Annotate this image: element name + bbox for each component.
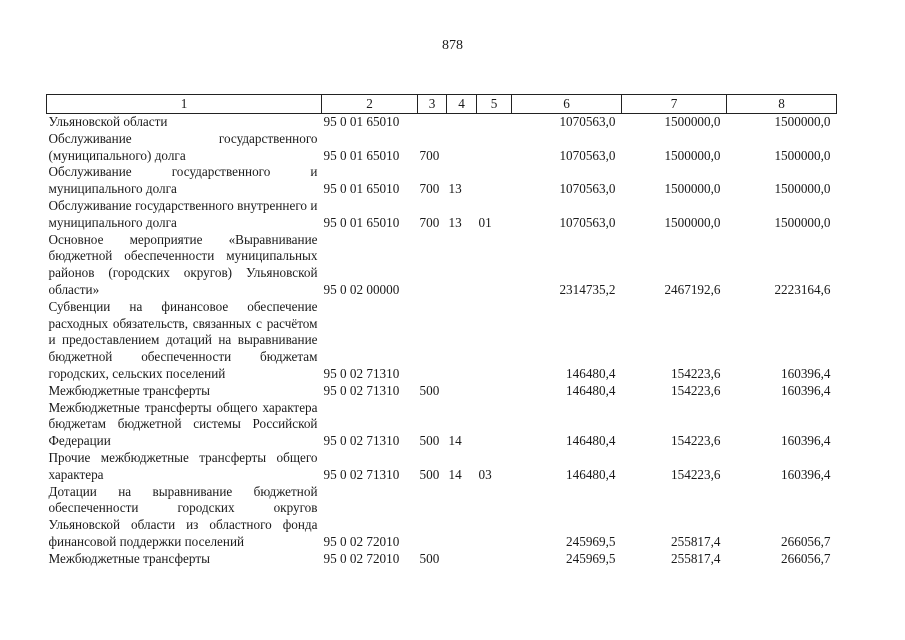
row-section: 13 [448, 214, 462, 230]
row-name: Основное мероприятие «Выравнивание бюджетной обеспеченности муниципальных районов (городских округов) Ульяновской области» [48, 231, 318, 297]
row-value-col6: 2314735,2 [559, 281, 616, 297]
row-expense-type: 500 [419, 382, 440, 398]
row-value-col6: 1070563,0 [559, 114, 616, 129]
budget-table-container [46, 94, 836, 568]
row-section: 14 [448, 433, 462, 449]
header-col-3: 3 [418, 95, 447, 114]
row-section [447, 484, 477, 551]
table-header [47, 95, 837, 114]
row-target-code: 95 0 02 71310 [323, 365, 400, 381]
row-subsection [477, 232, 512, 299]
row-subsection [477, 164, 512, 198]
row-value-col8: 1500000,0 [774, 114, 831, 129]
row-expense-type [418, 232, 447, 299]
header-col-7: 7 [622, 95, 727, 114]
row-value-col8: 1500000,0 [774, 147, 831, 163]
row-section [447, 383, 477, 400]
row-target-code: 95 0 01 65010 [323, 181, 400, 197]
row-section [447, 232, 477, 299]
row-value-col6: 146480,4 [566, 466, 616, 482]
row-value-col8: 2223164,6 [774, 281, 831, 297]
row-value-col8: 160396,4 [781, 466, 831, 482]
row-value-col7: 1500000,0 [664, 181, 721, 197]
row-value-col7: 255817,4 [671, 533, 721, 549]
row-value-col8: 266056,7 [781, 550, 831, 566]
row-name: Субвенции на финансовое обеспечение расходных обязательств, связанных с расчётом и предоставлением дотаций на выравнивание бюджетной обеспеченности бюджетам городских, сельских поселений [48, 298, 318, 381]
row-name: Межбюджетные трансферты общего характера бюджетам бюджетной системы Российской Федерации [48, 399, 318, 449]
row-subsection: 03 [478, 466, 492, 482]
row-name: Обслуживание государственного и муниципального долга [48, 164, 318, 197]
row-subsection [477, 400, 512, 450]
row-subsection [477, 131, 512, 165]
row-value-col8: 1500000,0 [774, 214, 831, 230]
row-section: 14 [448, 466, 462, 482]
row-value-col6: 146480,4 [566, 382, 616, 398]
row-section [447, 299, 477, 383]
row-expense-type: 500 [419, 550, 440, 566]
row-value-col7: 154223,6 [671, 466, 721, 482]
row-value-col6: 146480,4 [566, 365, 616, 381]
table-row [47, 450, 837, 484]
header-col-4: 4 [447, 95, 477, 114]
row-expense-type: 700 [419, 147, 440, 163]
row-value-col7: 255817,4 [671, 550, 721, 566]
table-row [47, 299, 837, 383]
row-value-col7: 1500000,0 [664, 214, 721, 230]
row-name: Межбюджетные трансферты [48, 550, 210, 566]
budget-table [46, 94, 837, 568]
row-target-code: 95 0 01 65010 [323, 214, 400, 230]
row-section [447, 131, 477, 165]
row-value-col8: 160396,4 [781, 433, 831, 449]
header-col-8: 8 [727, 95, 837, 114]
row-value-col7: 154223,6 [671, 365, 721, 381]
table-row [47, 232, 837, 299]
row-value-col8: 160396,4 [781, 365, 831, 381]
table-row [47, 131, 837, 165]
row-section: 13 [448, 181, 462, 197]
row-section [447, 551, 477, 568]
row-subsection [477, 551, 512, 568]
row-target-code: 95 0 02 00000 [323, 281, 400, 297]
table-row [47, 164, 837, 198]
page-number: 878 [442, 38, 463, 53]
row-value-col7: 1500000,0 [664, 147, 721, 163]
row-name: Обслуживание государственного внутреннего и муниципального долга [48, 197, 318, 230]
row-value-col8: 160396,4 [781, 382, 831, 398]
row-target-code: 95 0 02 72010 [323, 533, 400, 549]
table-row [47, 484, 837, 551]
row-expense-type: 700 [419, 181, 440, 197]
row-value-col6: 1070563,0 [559, 147, 616, 163]
row-value-col6: 1070563,0 [559, 214, 616, 230]
table-row [47, 114, 837, 131]
row-name: Ульяновской области [48, 114, 168, 129]
row-subsection [477, 114, 512, 131]
row-expense-type [418, 484, 447, 551]
table-row [47, 400, 837, 450]
row-target-code: 95 0 02 71310 [323, 433, 400, 449]
row-subsection [477, 484, 512, 551]
row-section [447, 114, 477, 131]
row-value-col8: 266056,7 [781, 533, 831, 549]
row-expense-type: 700 [419, 214, 440, 230]
row-value-col8: 1500000,0 [774, 181, 831, 197]
row-expense-type [418, 299, 447, 383]
header-col-5: 5 [477, 95, 512, 114]
row-value-col7: 154223,6 [671, 382, 721, 398]
row-name: Дотации на выравнивание бюджетной обеспеченности городских округов Ульяновской области из областного фонда финансовой поддержки поселений [48, 483, 318, 549]
row-name: Прочие межбюджетные трансферты общего характера [48, 449, 318, 482]
row-name: Обслуживание государственного (муниципального) долга [48, 130, 318, 163]
row-target-code: 95 0 01 65010 [323, 147, 400, 163]
header-col-1: 1 [47, 95, 322, 114]
row-name: Межбюджетные трансферты [48, 382, 210, 398]
header-col-2: 2 [322, 95, 418, 114]
header-row [47, 95, 837, 114]
header-col-6: 6 [512, 95, 622, 114]
row-target-code: 95 0 01 65010 [323, 114, 400, 129]
row-target-code: 95 0 02 72010 [323, 550, 400, 566]
row-target-code: 95 0 02 71310 [323, 466, 400, 482]
row-subsection: 01 [478, 214, 492, 230]
row-expense-type: 500 [419, 466, 440, 482]
row-expense-type [418, 114, 447, 131]
row-value-col6: 1070563,0 [559, 181, 616, 197]
row-subsection [477, 299, 512, 383]
row-value-col7: 1500000,0 [664, 114, 721, 129]
row-value-col6: 245969,5 [566, 550, 616, 566]
table-body [47, 114, 837, 568]
row-value-col6: 245969,5 [566, 533, 616, 549]
table-row [47, 383, 837, 400]
row-value-col7: 2467192,6 [664, 281, 721, 297]
row-subsection [477, 383, 512, 400]
row-target-code: 95 0 02 71310 [323, 382, 400, 398]
row-value-col6: 146480,4 [566, 433, 616, 449]
table-row [47, 551, 837, 568]
row-value-col7: 154223,6 [671, 433, 721, 449]
row-expense-type: 500 [419, 433, 440, 449]
table-row [47, 198, 837, 232]
